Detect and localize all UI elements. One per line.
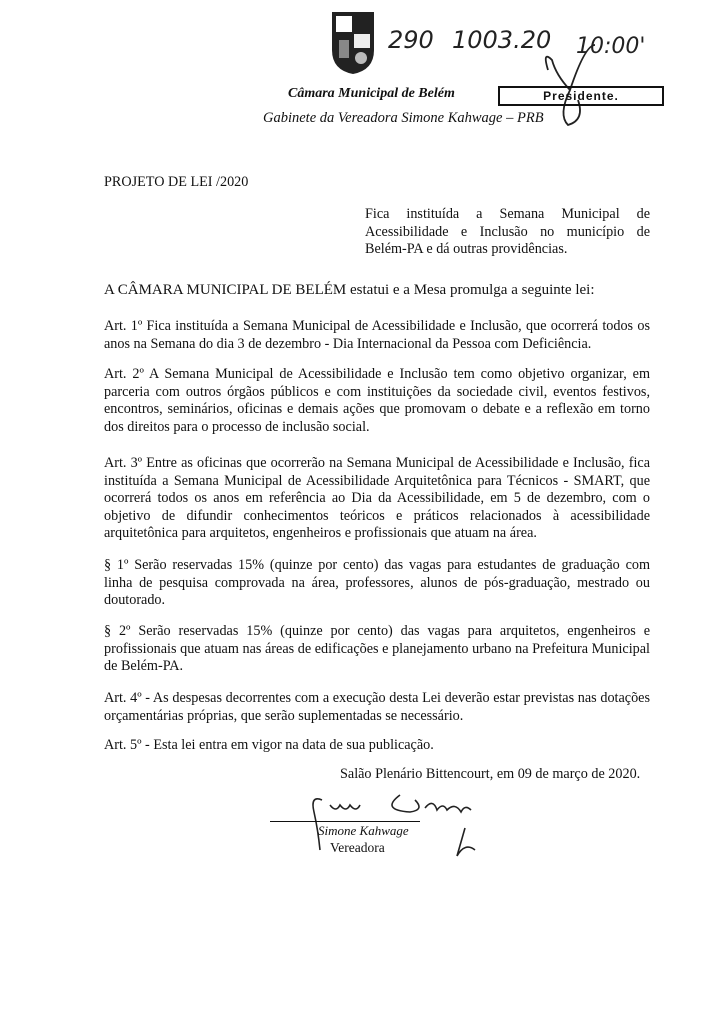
- article-5: Art. 5º - Esta lei entra em vigor na data de sua publicação.: [104, 737, 434, 753]
- signature-line: [270, 821, 420, 822]
- handwritten-mark: [540, 40, 600, 130]
- place-and-date: Salão Plenário Bittencourt, em 09 de março de 2020.: [340, 766, 641, 782]
- enactment-clause: A CÂMARA MUNICIPAL DE BELÉM estatui e a Mesa promulga a seguinte lei:: [104, 282, 595, 298]
- article-1: Art. 1º Fica instituída a Semana Municipal de Acessibilidade e Inclusão, que ocorrerá todos os anos na Semana do dia 3 de dezembro - Dia Internacional da Pessoa com Deficiência.: [104, 318, 650, 352]
- article-2: Art. 2º A Semana Municipal de Acessibilidade e Inclusão tem como objetivo organizar, em parceria com outros órgãos públicos e com instituições da sociedade civil, eventos festivos, encontros, seminários, oficinas e demais ações que promovam o debate e a reflexão em torno dos direitos para o processo de inclusão social.: [104, 366, 650, 435]
- article-3-paragraph-2: § 2º Serão reservadas 15% (quinze por cento) das vagas para arquitetos, engenheiros e profissionais que atuam nas áreas de edificações e planejamento urbano na Prefeitura Municipal de Belém-PA.: [104, 623, 650, 674]
- president-stamp: Presidente.: [498, 86, 664, 106]
- institution-name: Câmara Municipal de Belém: [288, 86, 455, 101]
- protocol-date: 1003.20: [452, 26, 552, 54]
- article-3-paragraph-1: § 1º Serão reservadas 15% (quinze por cento) das vagas para estudantes de graduação com linha de pesquisa comprovada na área, professores, alunos de pós-graduação, mestrado ou doutorado.: [104, 557, 650, 608]
- article-3: Art. 3º Entre as oficinas que ocorrerão na Semana Municipal de Acessibilidade e Inclusão, fica instituída a Semana Municipal de Acessibilidade Arquitetônica para Técnicos - SMART, que ocorrerá todos os anos em referência ao Dia da Acessibilidade, em 5 de dezembro, com o objetivo de difundir conhecimentos teóricos e práticos relacionados à acessibilidade arquitetônica para arquitetos, engenheiros e profissionais que atuam na área.: [104, 455, 650, 541]
- bill-title: PROJETO DE LEI /2020: [104, 174, 249, 190]
- article-4: Art. 4º - As despesas decorrentes com a execução desta Lei deverão estar previstas nas dotações orçamentárias próprias, que serão suplementadas se necessário.: [104, 690, 650, 724]
- bill-summary: Fica instituída a Semana Municipal de Acessibilidade e Inclusão no município de Belém-PA e dá outras providências.: [365, 206, 650, 257]
- protocol-number: 290: [388, 26, 434, 54]
- coat-of-arms-logo: [330, 10, 376, 76]
- office-name: Gabinete da Vereadora Simone Kahwage – PRB: [263, 110, 544, 126]
- signer-name: Simone Kahwage: [318, 823, 409, 838]
- protocol-time: 10:00': [576, 34, 646, 59]
- signer-role: Vereadora: [330, 840, 385, 855]
